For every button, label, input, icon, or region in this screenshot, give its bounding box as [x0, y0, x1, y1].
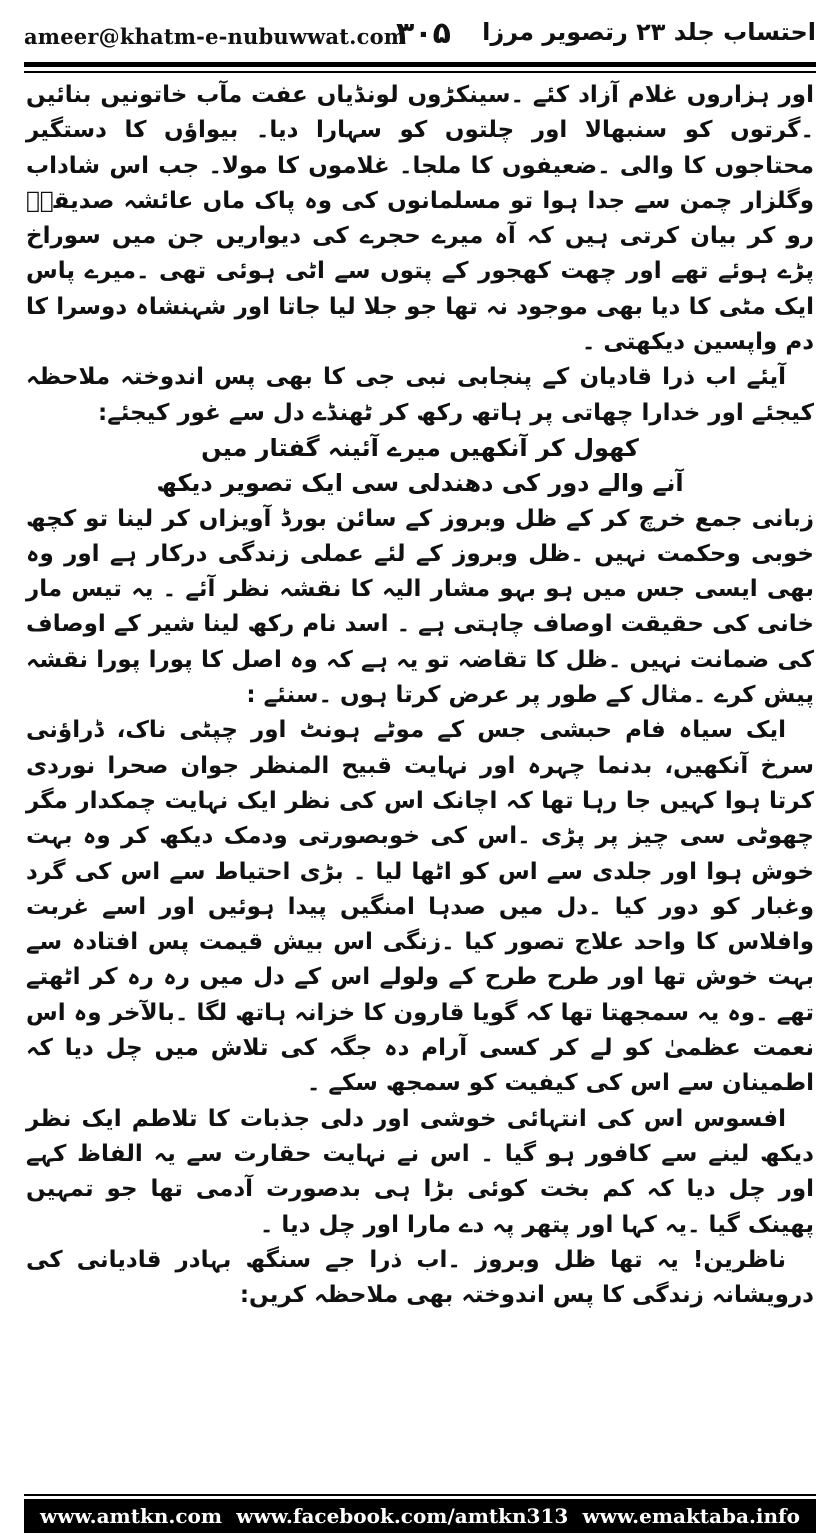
couplet-line: کھول کر آنکھیں میرے آئینہ گفتار میں: [201, 433, 639, 462]
page-number: ۳۰۵: [396, 16, 451, 51]
page-header: [24, 14, 816, 58]
footer-link-amtkn[interactable]: www.amtkn.com: [40, 1504, 223, 1528]
paragraph: آیئے اب ذرا قادیان کے پنجابی نبی جی کا بھی پس اندوختہ ملاحظہ کیجئے اور خدارا چھاتی پر ہاتھ رکھ کر ٹھنڈے دل سے غور کیجئے:: [26, 364, 814, 426]
paragraph: زبانی جمع خرچ کر کے ظل وبروز کے سائن بورڈ آویزاں کر لینا تو کچھ خوبی وحکمت نہیں ۔ظل وبروز کے لئے عملی زندگی درکار ہے اور وہ بھی ایسی جس میں ہو بہو مشار الیہ کا نقشہ نظر آئے ۔ یہ تیس مار خانی کی حقیقت اوصاف چاہتی ہے ۔ اسد نام رکھ لینا شیر کے اوصاف کی ضمانت نہیں ۔ظل کا تقاضہ تو یہ ہے کہ وہ اصل کا پورا پورا نقشہ پیش کرے ۔مثال کے طور پر عرض کرتا ہوں ۔سنئے :: [26, 505, 814, 709]
book-title: احتساب جلد ۲۳ رتصویر مرزا: [482, 18, 816, 46]
footer-rule: [24, 1494, 816, 1496]
header-rule-thin: [24, 71, 816, 73]
paragraph: ایک سیاہ فام حبشی جس کے موٹے ہونٹ اور چپٹی ناک، ڈراؤنی سرخ آنکھیں، بدنما چہرہ اور نہایت قبیح المنظر جوان صحرا نوردی کرتا ہوا کہیں جا رہا تھا کہ اچانک اس کی نظر ایک نہایت چمکدار مگر چھوٹی سی چیز پر پڑی ۔اس کی خوبصورتی ودمک دیکھ کر وہ بہت خوش ہوا اور جلدی سے اس کو اٹھا لیا ۔ بڑی احتیاط سے اس کی گرد وغبار کو دور کیا ۔دل میں صدہا امنگیں پیدا ہوئیں اور اسے غربت وافلاس کا واحد علاج تصور کیا ۔زنگی اس بیش قیمت پس افتادہ سے بہت خوش تھا اور طرح طرح کے ولولے اس کے دل میں رہ رہ کر اٹھتے تھے ۔وہ یہ سمجھتا تھا کہ گویا قارون کا خزانہ ہاتھ لگا ۔بالآخر وہ اس نعمت عظمیٰ کو لے کر کسی آرام دہ جگہ کی تلاش میں چل دیا کہ اطمینان سے اس کی کیفیت کو سمجھ سکے ۔: [26, 717, 814, 1097]
header-email: ameer@khatm-e-nubuwwat.com: [24, 24, 407, 49]
page-footer: [24, 1499, 816, 1533]
paragraph: اور ہزاروں غلام آزاد کئے ۔سینکڑوں لونڈیاں عفت مآب خاتونیں بنائیں ۔گرتوں کو سنبھالا اور چلتوں کو سہارا دیا۔ بیواؤں کا دستگیر محتاجوں کا والی ۔ضعیفوں کا ملجا۔ غلاموں کا مولا۔ جب اس شاداب وگلزار چمن سے جدا ہوا تو مسلمانوں کی وہ پاک ماں عائشہ صدیقہؓ رو کر بیان کرتی ہیں کہ آہ میرے حجرے کی دیواریں جن میں سوراخ پڑے ہوئے تھے اور چھت کھجور کے پتوں سے اٹی ہوئی تھی ۔میرے پاس ایک مٹی کا دیا بھی موجود نہ تھا جو جلا لیا جاتا اور شہنشاہ دوسرا کا دم واپسین دیکھتی ۔: [26, 82, 814, 356]
footer-link-facebook[interactable]: www.facebook.com/amtkn313: [236, 1504, 569, 1528]
paragraph: افسوس اس کی انتہائی خوشی اور دلی جذبات کا تلاطم ایک نظر دیکھ لینے سے کافور ہو گیا ۔ اس نے نہایت حقارت سے یہ الفاظ کہے اور چل دیا کہ کم بخت کوئی بڑا ہی بدصورت آدمی تھا جو تمہیں پھینک گیا ۔یہ کہا اور پتھر پہ دے مارا اور چل دیا ۔: [26, 1105, 814, 1238]
body-text: [26, 78, 814, 1313]
couplet-line: آنے والے دور کی دھندلی سی ایک تصویر دیکھ: [156, 469, 684, 498]
footer-link-emaktaba[interactable]: www.emaktaba.info: [582, 1504, 800, 1528]
header-rule-thick: [24, 62, 816, 67]
paragraph: ناظرین! یہ تھا ظل وبروز ۔اب ذرا جے سنگھ بہادر قادیانی کی درویشانہ زندگی کا پس اندوختہ بھی ملاحظہ کریں:: [26, 1246, 814, 1309]
